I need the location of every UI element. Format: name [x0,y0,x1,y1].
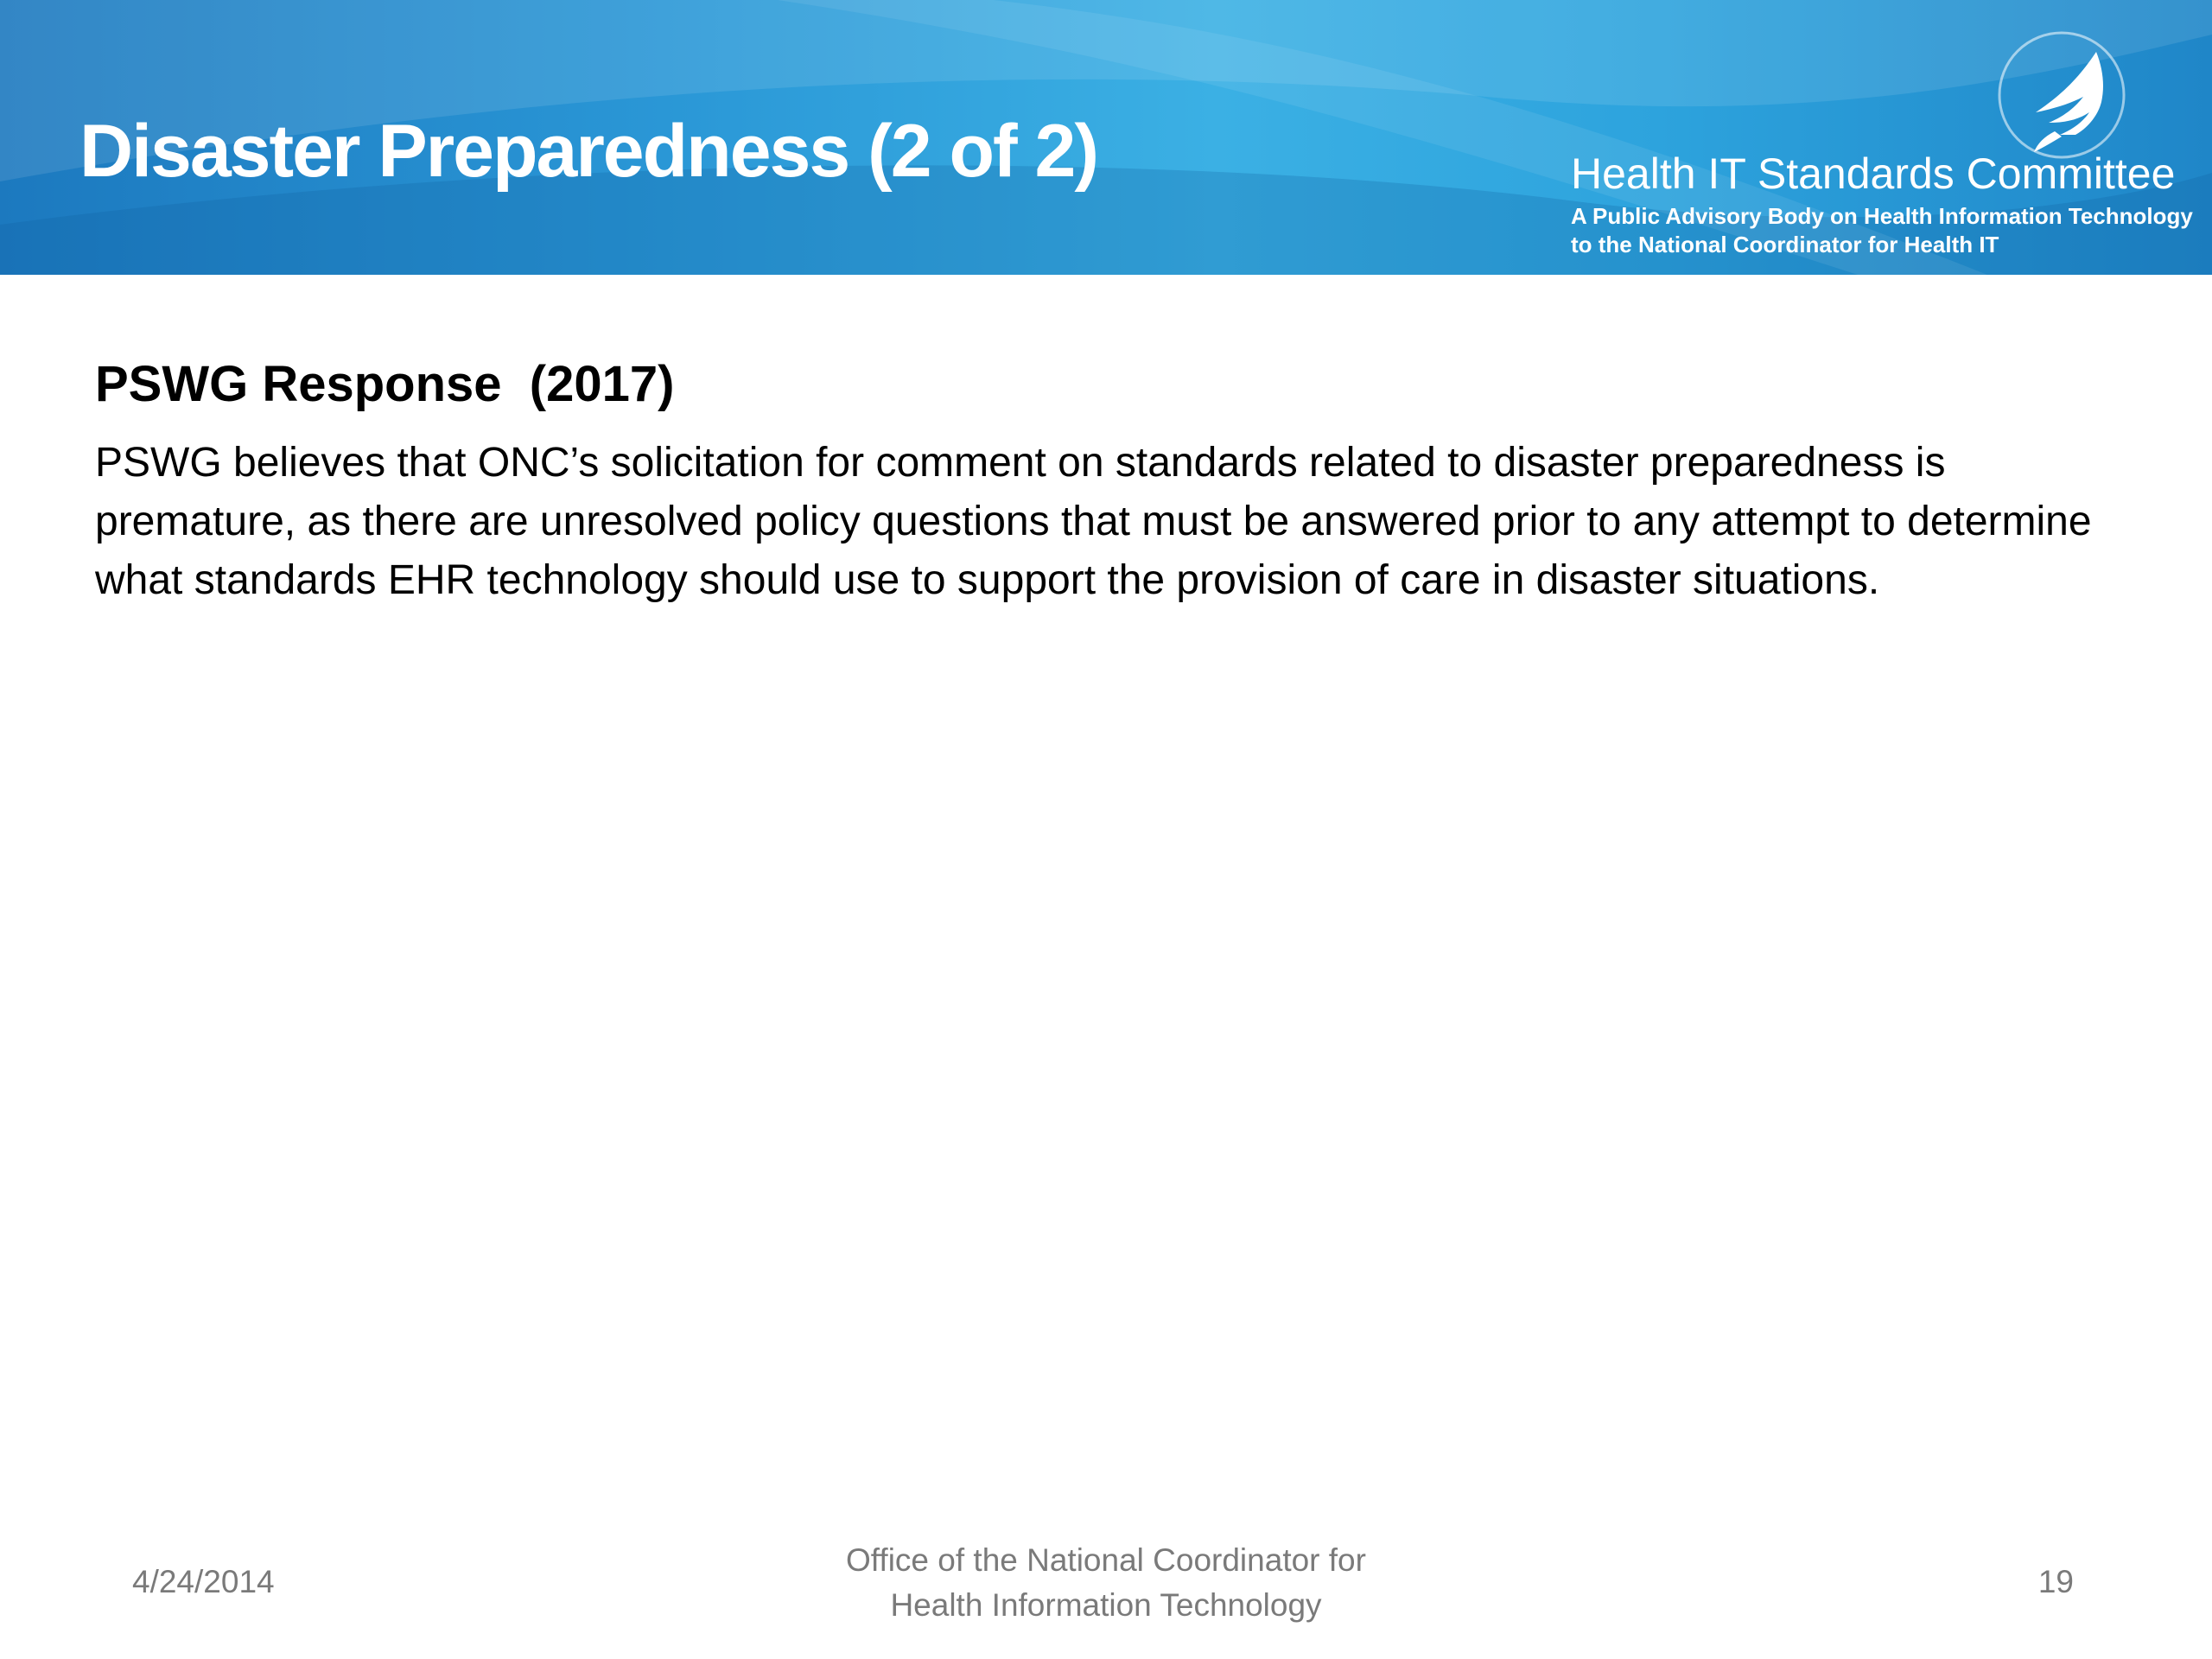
footer-office-line-2: Health Information Technology [890,1587,1322,1623]
slide-title: Disaster Preparedness (2 of 2) [79,110,1097,193]
header-banner [0,0,2212,275]
slide-content [95,354,2117,610]
page-number: 19 [2037,1564,2074,1599]
hitsc-logo [1564,19,2193,270]
hhs-eagle-icon [1993,26,2131,164]
section-heading: PSWG Response (2017) [95,356,675,412]
footer-date: 4/24/2014 [132,1564,275,1599]
footer-office-line-1: Office of the National Coordinator for [846,1542,1366,1578]
org-tagline-2: to the National Coordinator for Health IT [1571,232,1999,257]
body-paragraph: PSWG believes that ONC’s solicitation for comment on standards related to disaster preparedness is premature, as there are unresolved policy questions that must be answered prior to any attempt to determine what standards EHR technology should use to support the provision of care in disaster situations. [95,439,2092,603]
footer-office [760,1538,1452,1628]
org-tagline-1: A Public Advisory Body on Health Information Technology [1571,203,2193,229]
org-name: Health IT Standards Committee [1571,149,2176,198]
